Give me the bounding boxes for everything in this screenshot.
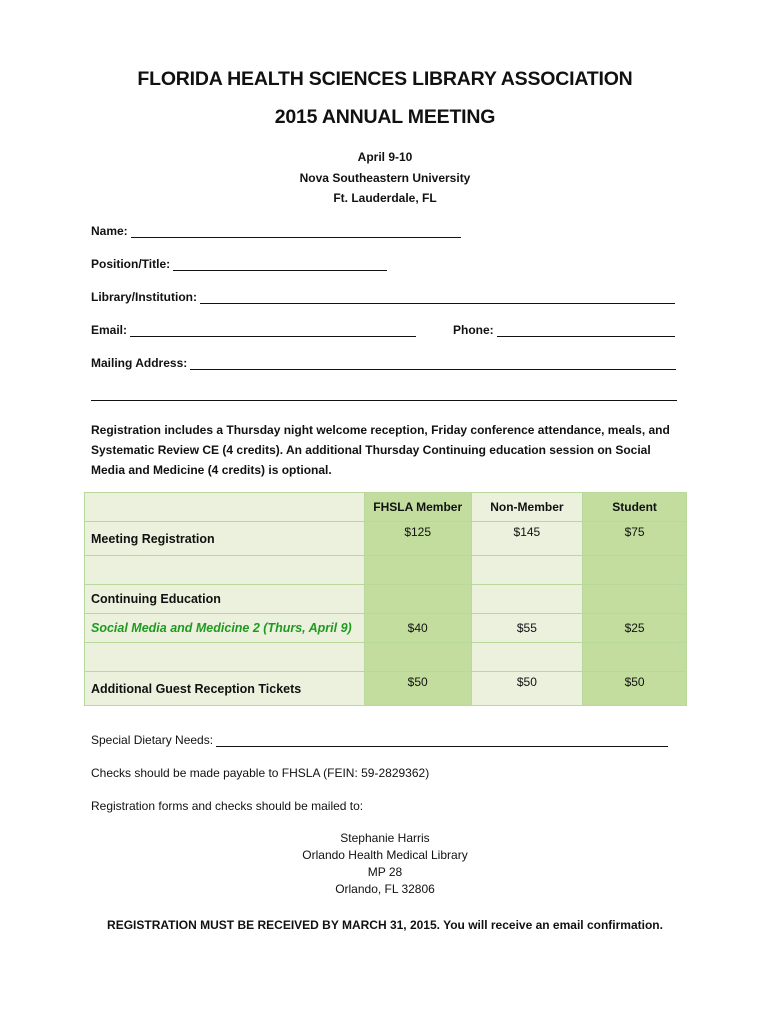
guest-tickets-row xyxy=(85,672,687,706)
position-field xyxy=(91,257,387,271)
name-label: Name: xyxy=(91,224,128,238)
table-header-row xyxy=(85,493,687,522)
meeting-venue: Nova Southeastern University xyxy=(299,171,471,185)
price-cell[interactable]: $50 xyxy=(583,672,687,706)
column-header: Student xyxy=(583,493,687,522)
table-header-blank xyxy=(85,493,365,522)
checks-note: Checks should be made payable to FHSLA (FEIN: 59-2829362) xyxy=(91,766,430,780)
mailing-label: Mailing Address: xyxy=(91,356,188,370)
org-title: FLORIDA HEALTH SCIENCES LIBRARY ASSOCIATION xyxy=(137,68,633,90)
name-input-line[interactable] xyxy=(131,225,461,238)
row-label: Additional Guest Reception Tickets xyxy=(85,672,365,706)
mailing-input-line-2[interactable] xyxy=(91,400,677,401)
email-label: Email: xyxy=(91,323,128,337)
price-cell[interactable]: $50 xyxy=(364,672,471,706)
price-cell[interactable]: $55 xyxy=(471,614,583,643)
ce-session-row xyxy=(85,614,687,643)
meeting-date: April 9-10 xyxy=(357,150,413,164)
name-field xyxy=(91,224,461,238)
address-library: Orlando Health Medical Library xyxy=(302,848,468,862)
continuing-education-row xyxy=(85,585,687,614)
price-cell[interactable]: $125 xyxy=(364,522,471,556)
library-label: Library/Institution: xyxy=(91,290,197,304)
session-label: Social Media and Medicine 2 (Thurs, April 9) xyxy=(91,621,352,635)
spacer-row xyxy=(85,556,687,585)
meeting-city: Ft. Lauderdale, FL xyxy=(333,191,437,205)
registration-fee-table xyxy=(84,492,687,706)
email-input-line[interactable] xyxy=(130,324,416,337)
column-header: FHSLA Member xyxy=(364,493,471,522)
price-cell[interactable]: $40 xyxy=(364,614,471,643)
mail-note: Registration forms and checks should be mailed to: xyxy=(91,799,364,813)
price-cell[interactable]: $75 xyxy=(583,522,687,556)
address-name: Stephanie Harris xyxy=(340,831,430,845)
deadline-notice: REGISTRATION MUST BE RECEIVED BY MARCH 31, 2015. You will receive an email confirmation. xyxy=(107,918,663,932)
position-label: Position/Title: xyxy=(91,257,171,271)
price-cell[interactable]: $25 xyxy=(583,614,687,643)
meeting-title: 2015 ANNUAL MEETING xyxy=(274,106,496,128)
meeting-registration-row xyxy=(85,522,687,556)
phone-input-line[interactable] xyxy=(497,324,675,337)
phone-label: Phone: xyxy=(453,323,494,337)
spacer-row xyxy=(85,643,687,672)
mailing-input-line[interactable] xyxy=(190,357,676,370)
price-cell[interactable]: $145 xyxy=(471,522,583,556)
mailing-field xyxy=(91,356,676,370)
library-input-line[interactable] xyxy=(200,291,675,304)
dietary-input-line[interactable] xyxy=(216,734,668,747)
registration-intro: Registration includes a Thursday night welcome reception, Friday conference attendance, meals, and Systematic Review CE (4 credits). An additional Thursday Continuing education session on Social Media and Medicine (4 credits) is optional. xyxy=(91,423,670,477)
address-city: Orlando, FL 32806 xyxy=(335,882,435,896)
email-field xyxy=(91,323,416,337)
column-header: Non-Member xyxy=(471,493,583,522)
position-input-line[interactable] xyxy=(173,258,387,271)
dietary-label: Special Dietary Needs: xyxy=(91,733,214,747)
row-label: Continuing Education xyxy=(85,585,365,614)
phone-field xyxy=(453,323,675,337)
price-cell[interactable]: $50 xyxy=(471,672,583,706)
row-label: Meeting Registration xyxy=(85,522,365,556)
dietary-field xyxy=(91,733,668,747)
address-mp: MP 28 xyxy=(367,865,403,879)
library-field xyxy=(91,290,675,304)
